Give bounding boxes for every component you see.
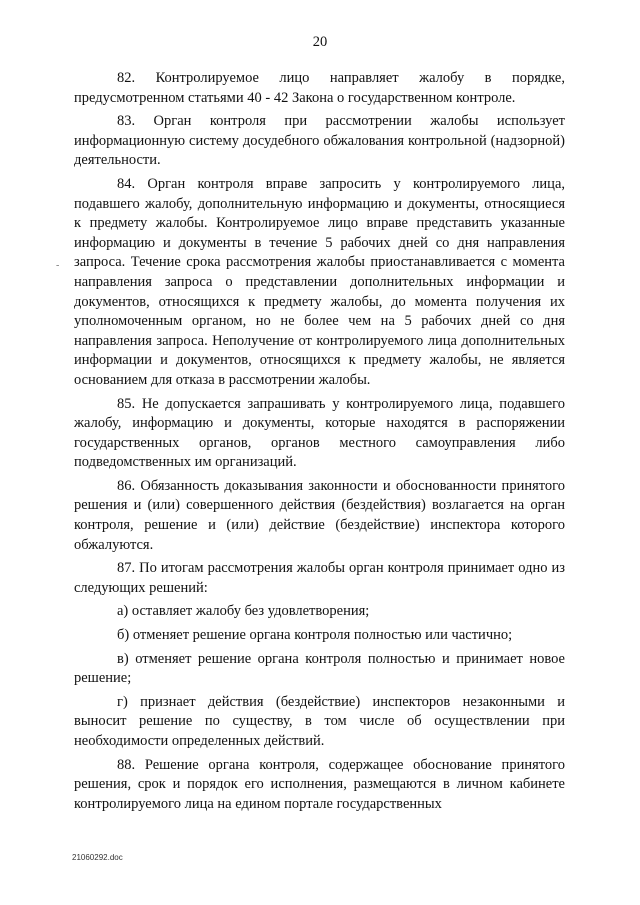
- list-item-a: а) оставляет жалобу без удовлетворения;: [117, 603, 370, 620]
- list-item-b: б) отменяет решение органа контроля полностью или частично;: [117, 627, 513, 644]
- footer-filename: 21060292.doc: [72, 853, 123, 862]
- paragraph-85: 85. Не допускается запрашивать у контролируемого лица, подавшего жалобу, информацию и документы, которые находятся в распоряжении государственных органов, органов местного самоуправления либо подведомственных им организаций.: [74, 395, 565, 471]
- list-item-v: в) отменяет решение органа контроля полностью и принимает новое решение;: [74, 650, 565, 687]
- list-item-g: г) признает действия (бездействие) инспекторов незаконными и выносит решение по существу, в том числе об осуществлении при необходимости определенных действий.: [74, 693, 565, 749]
- paragraph-84: 84. Орган контроля вправе запросить у контролируемого лица, подавшего жалобу, дополнительную информацию и документы, относящиеся к предмету жалобы. Контролируемое лицо вправе представить указанные информацию и документы в течение 5 рабочих дней со дня направления запроса. Течение срока рассмотрения жалобы приостанавливается с момента направления запроса о представлении дополнительных информации и документов, относящихся к предмету жалобы, до момента получения их уполномоченным органом, но не более чем на 5 рабочих дней со дня направления запроса. Неполучение от контролируемого лица дополнительных информации и документов, относящихся к предмету жалобы, не является основанием для отказа в рассмотрении жалобы.: [74, 175, 565, 388]
- paragraph-88: 88. Решение органа контроля, содержащее обоснование принятого решения, срок и порядок его исполнения, размещаются в личном кабинете контролируемого лица на едином портале государственных: [74, 756, 565, 812]
- page-number: 20: [312, 34, 328, 50]
- document-body: [74, 69, 565, 818]
- paragraph-87: 87. По итогам рассмотрения жалобы орган контроля принимает одно из следующих решений:: [74, 560, 565, 596]
- paragraph-86: 86. Обязанность доказывания законности и обоснованности принятого решения и (или) совершенного действия (бездействия) возлагается на орган контроля, решение и (или) действие (бездействие) инспектора которого обжалуются.: [74, 477, 565, 553]
- margin-mark: -: [56, 260, 60, 271]
- paragraph-82: 82. Контролируемое лицо направляет жалобу в порядке, предусмотренном статьями 40 - 42 Закона о государственном контроле.: [74, 70, 565, 106]
- paragraph-83: 83. Орган контроля при рассмотрении жалобы использует информационную систему досудебного обжалования контрольной (надзорной) деятельности.: [74, 113, 565, 169]
